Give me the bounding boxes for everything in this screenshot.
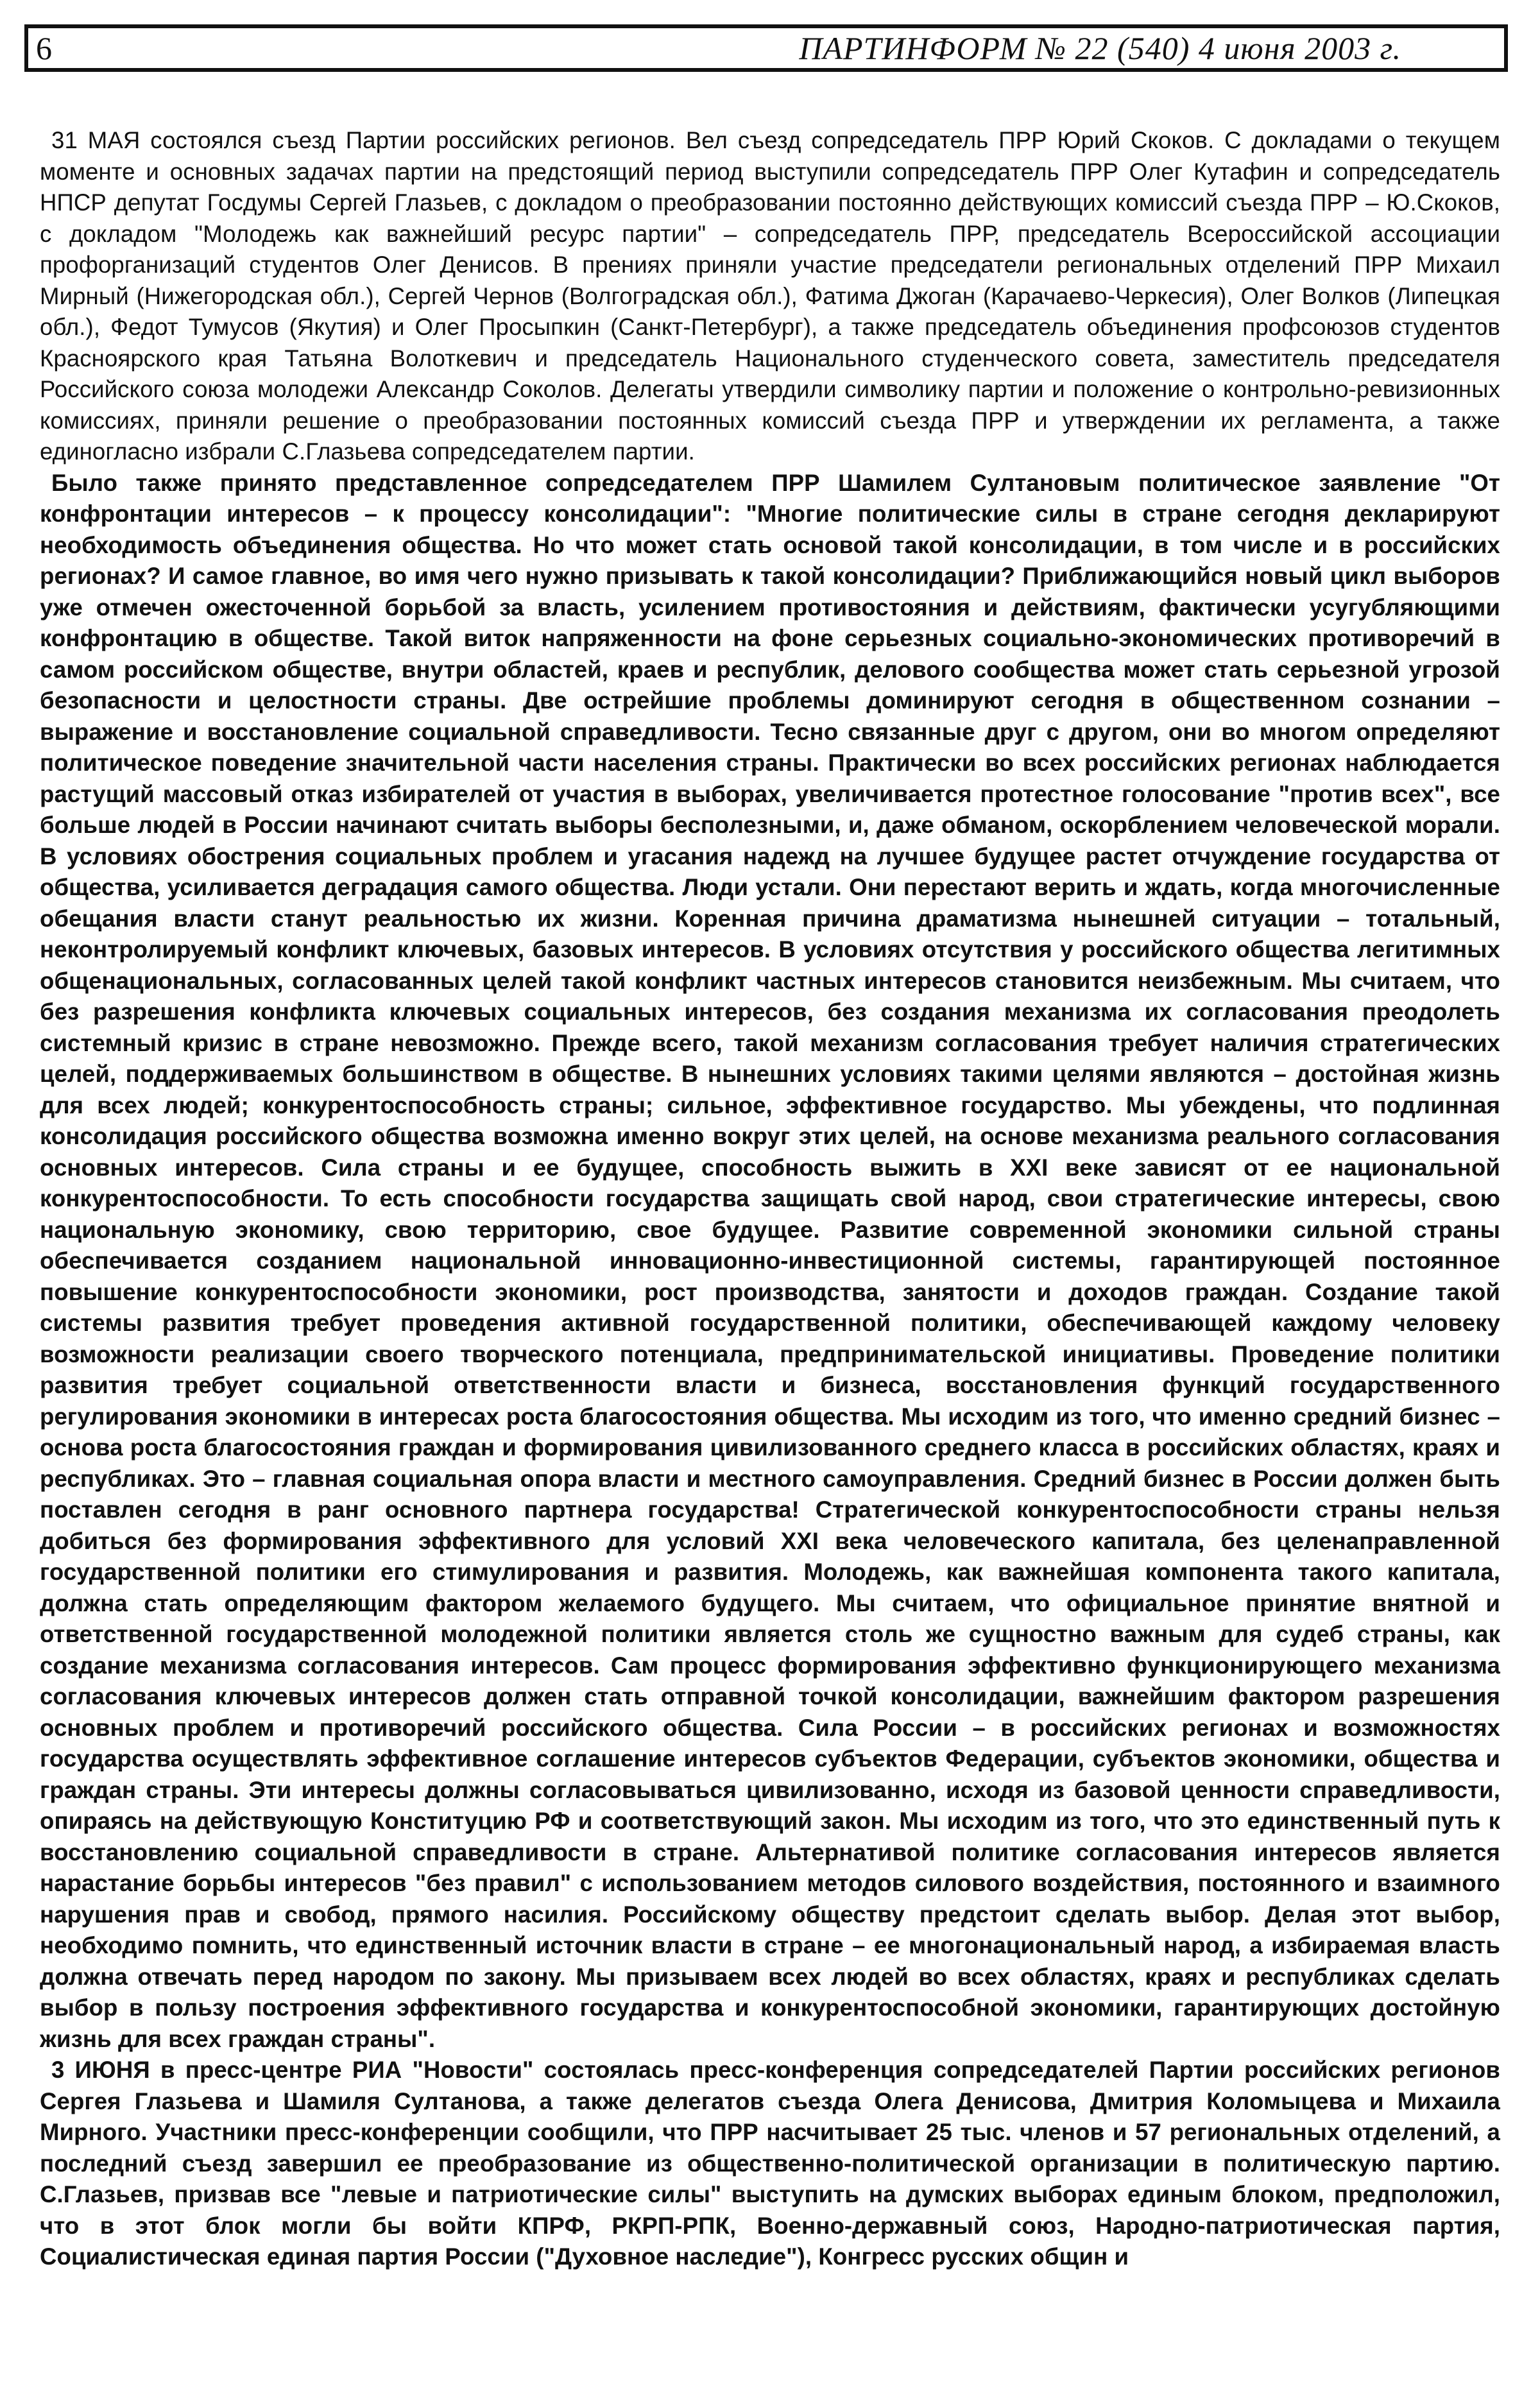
issue-line: ПАРТИНФОРМ № 22 (540) 4 июня 2003 г. <box>799 30 1401 66</box>
paragraph-congress: 31 МАЯ состоялся съезд Партии российских регионов. Вел съезд сопредседатель ПРР Юрий Скоков. С докладами о текущем моменте и основных задачах партии на предстоящий период выступили сопредседатель ПРР Олег Кутафин и сопредседатель НПСР депутат Госдумы Сергей Глазьев, с докладом о преобразовании постоянно действующих комиссий съезда ПРР – Ю.Скоков, с докладом "Молодежь как важнейший ресурс партии" – сопредседатель ПРР, председатель Всероссийской ассоциации профорганизаций студентов Олег Денисов. В прениях приняли участие председатели региональных отделений ПРР Михаил Мирный (Нижегородская обл.), Сергей Чернов (Волгоградская обл.), Фатима Джоган (Карачаево-Черкесия), Олег Волков (Липецкая обл.), Федот Тумусов (Якутия) и Олег Просыпкин (Санкт-Петербург), а также председатель объединения профсоюзов студентов Красноярского края Татьяна Волоткевич и председатель Национального студенческого совета, заместитель председателя Российского союза молодежи Александр Соколов. Делегаты утвердили символику партии и положение о контрольно-ревизионных комиссиях, приняли решение о преобразовании постоянных комиссий съезда ПРР и утверждении их регламента, а также единогласно избрали С.Глазьева сопредседателем партии. <box>40 127 1500 465</box>
page-header <box>24 24 1508 72</box>
paragraph-statement: Было также принято представленное сопредседателем ПРР Шамилем Султановым политическое заявление "От конфронтации интересов – к процессу консолидации": "Многие политические силы в стране сегодня декларируют необходимость объединения общества. Но что может стать основой такой консолидации, в том числе и в российских регионах? И самое главное, во имя чего нужно призывать к такой консолидации? Приближающийся новый цикл выборов уже отмечен ожесточенной борьбой за власть, усилением противостояния и действиям, фактически усугубляющими конфронтацию в обществе. Такой виток напряженности на фоне серьезных социально-экономических противоречий в самом российском обществе, внутри областей, краев и республик, делового сообщества может стать серьезной угрозой безопасности и целостности страны. Две острейшие проблемы доминируют сегодня в общественном сознании – выражение и восстановление социальной справедливости. Тесно связанные друг с другом, они во многом определяют политическое поведение значительной части населения страны. Практически во всех российских регионах наблюдается растущий массовый отказ избирателей от участия в выборах, увеличивается протестное голосование "против всех", все больше людей в России начинают считать выборы бесполезными, и, даже обманом, оскорблением человеческой морали. В условиях обострения социальных проблем и угасания надежд на лучшее будущее растет отчуждение государства от общества, усиливается деградация самого общества. Люди устали. Они перестают верить и ждать, когда многочисленные обещания власти станут реальностью их жизни. Коренная причина драматизма нынешней ситуации – тотальный, неконтролируемый конфликт ключевых, базовых интересов. В условиях отсутствия у российского общества легитимных общенациональных, согласованных целей такой конфликт частных интересов становится неизбежным. Мы считаем, что без разрешения конфликта ключевых социальных интересов, без создания механизма их согласования преодолеть системный кризис в стране невозможно. Прежде всего, такой механизм согласования требует наличия стратегических целей, поддерживаемых большинством в обществе. В нынешних условиях такими целями являются – достойная жизнь для всех людей; конкурентоспособность страны; сильное, эффективное государство. Мы убеждены, что подлинная консолидация российского общества возможна именно вокруг этих целей, на основе механизма реального согласования основных интересов. Сила страны и ее будущее, способность выжить в XXI веке зависят от ее национальной конкурентоспособности. То есть способности государства защищать свой народ, свои стратегические интересы, свою национальную экономику, свою территорию, свое будущее. Развитие современной экономики сильной страны обеспечивается созданием национальной инновационно-инвестиционной системы, гарантирующей постоянное повышение конкурентоспособности экономики, рост производства, занятости и доходов граждан. Создание такой системы развития требует проведения активной государственной политики, обеспечивающей каждому человеку возможности реализации своего творческого потенциала, предпринимательской инициативы. Проведение политики развития требует социальной ответственности власти и бизнеса, восстановления функций государственного регулирования экономики в интересах роста благосостояния общества. Мы исходим из того, что именно средний бизнес – основа роста благосостояния граждан и формирования цивилизованного среднего класса в российских областях, краях и республиках. Это – главная социальная опора власти и местного самоуправления. Средний бизнес в России должен быть поставлен сегодня в ранг основного партнера государства! Стратегической конкурентоспособности страны нельзя добиться без формирования эффективного для условий XXI века человеческого капитала, без целенаправленной государственной политики его стимулирования и развития. Молодежь, как важнейшая компонента такого капитала, должна стать определяющим фактором желаемого будущего. Мы считаем, что официальное принятие внятной и ответственной государственной молодежной политики является столь же сущностно важным для судеб страны, как создание механизма согласования интересов. Сам процесс формирования эффективно функционирующего механизма согласования ключевых интересов должен стать отправной точкой консолидации, важнейшим фактором разрешения основных проблем и противоречий российского общества. Сила России – в российских регионах и возможностях государства осуществлять эффективное соглашение интересов субъектов Федерации, субъектов экономики, общества и граждан страны. Эти интересы должны согласовываться цивилизованно, исходя из базовой ценности справедливости, опираясь на действующую Конституцию РФ и соответствующий закон. Мы исходим из того, что это единственный путь к восстановлению социальной справедливости в стране. Альтернативой политике согласования интересов является нарастание борьбы интересов "без правил" с использованием методов силового воздействия, постоянного и взаимного нарушения прав и свобод, прямого насилия. Российскому обществу предстоит сделать выбор. Делая этот выбор, необходимо помнить, что единственный источник власти в стране – ее многонациональный народ, а избираемая власть должна отвечать перед народом по закону. Мы призываем всех людей во всех областях, краях и республиках сделать выбор в пользу построения эффективного государства и конкурентоспособной экономики, гарантирующих достойную жизнь для всех граждан страны". <box>40 469 1500 2052</box>
paragraph-press-conference: 3 ИЮНЯ в пресс-центре РИА "Новости" состоялась пресс-конференция сопредседателей Партии российских регионов Сергея Глазьева и Шамиля Султанова, а также делегатов съезда Олега Денисова, Дмитрия Коломыцева и Михаила Мирного. Участники пресс-конференции сообщили, что ПРР насчитывает 25 тыс. членов и 57 региональных отделений, а последний съезд завершил ее преобразование из общественно-политической организации в политическую партию. С.Глазьев, призвав все "левые и патриотические силы" выступить на думских выборах единым блоком, предположил, что в этот блок могли бы войти КПРФ, РКРП-РПК, Военно-державный союз, Народно-патриотическая партия, Социалистическая единая партия России ("Духовное наследие"), Конгресс русских общин и <box>40 2057 1500 2270</box>
page-number: 6 <box>36 30 52 66</box>
article-body <box>40 125 1500 2273</box>
